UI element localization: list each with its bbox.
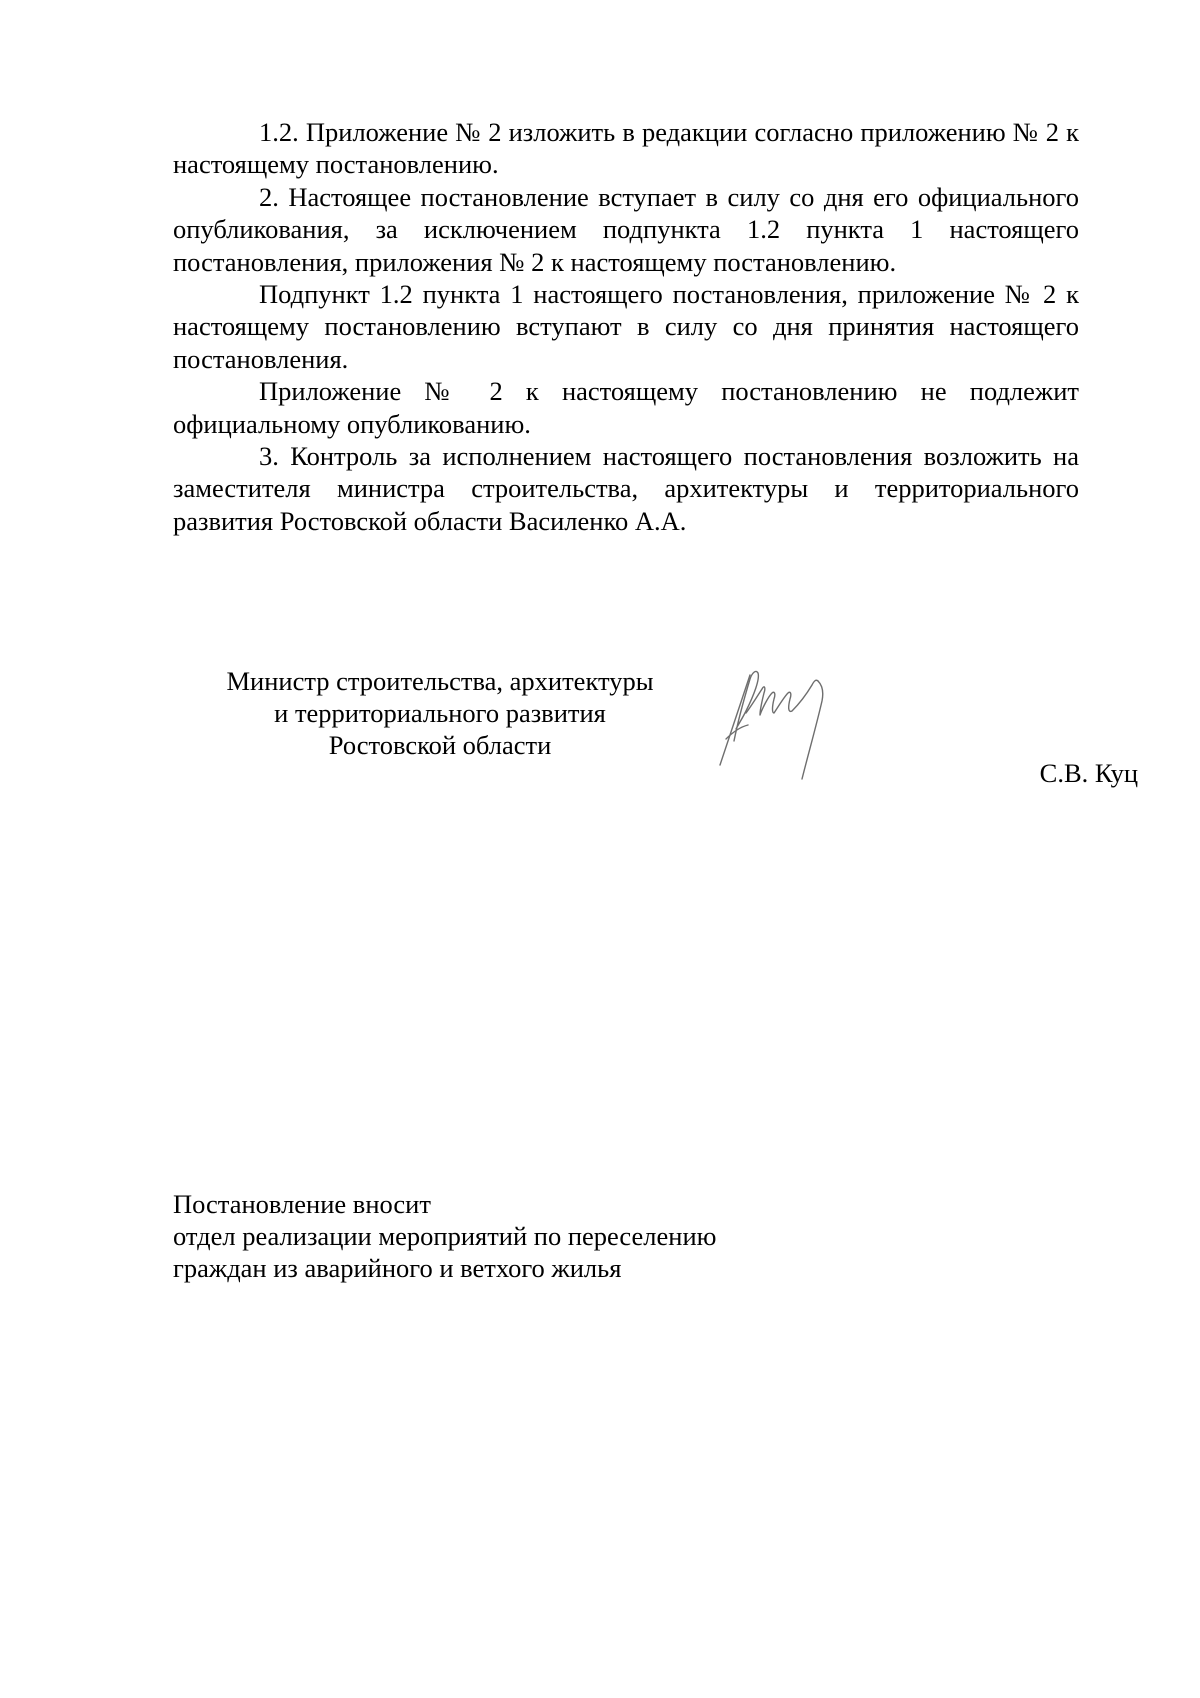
submitted-by-line: отдел реализации мероприятий по переселению xyxy=(173,1221,717,1251)
paragraph-2-annex-note: Приложение № 2 к настоящему постановлению не подлежит официальному опубликованию. xyxy=(173,376,1079,439)
paragraph-2-subclause: Подпункт 1.2 пункта 1 настоящего постановления, приложение № 2 к настоящему постановлению вступают в силу со дня принятия настоящего постановления. xyxy=(173,279,1079,374)
signatory-position xyxy=(160,665,720,761)
submitted-by-line: граждан из аварийного и ветхого жилья xyxy=(173,1253,622,1283)
document-body xyxy=(173,116,1079,537)
paragraph-2: 2. Настоящее постановление вступает в силу со дня его официального опубликования, за исключением подпункта 1.2 пункта 1 настоящего постановления, приложения № 2 к настоящему постановлению. xyxy=(173,181,1079,277)
paragraph-3: 3. Контроль за исполнением настоящего постановления возложить на заместителя министра строительства, архитектуры и территориального развития Ростовской области Василенко А.А. xyxy=(173,441,1079,536)
signatory-position-line: Ростовской области xyxy=(328,730,552,760)
signatory-name: С.В. Куц xyxy=(1039,758,1138,788)
submitted-by-line: Постановление вносит xyxy=(173,1189,431,1219)
handwritten-signature xyxy=(712,655,862,785)
signatory-position-line: Министр строительства, архитектуры xyxy=(226,666,654,696)
submitted-by-note xyxy=(173,1188,716,1284)
paragraph-1-2: 1.2. Приложение № 2 изложить в редакции согласно приложению № 2 к настоящему постановлению. xyxy=(173,117,1079,180)
signatory-position-line: и территориального развития xyxy=(274,698,606,728)
